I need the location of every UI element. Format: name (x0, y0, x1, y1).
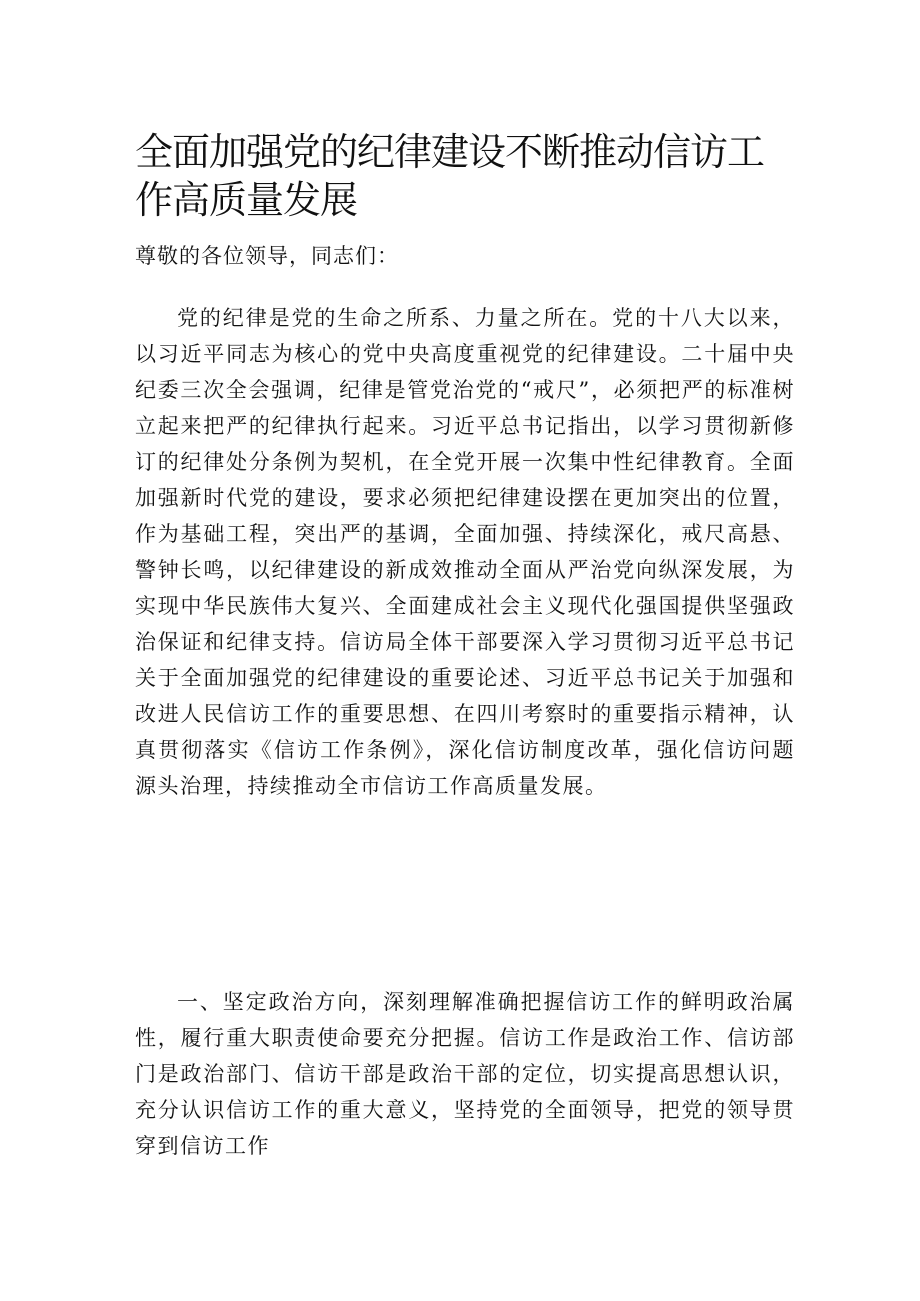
body-paragraph-1: 党的纪律是党的生命之所系、力量之所在。党的十八大以来，以习近平同志为核心的党中央高度重视党的纪律建设。二十届中央纪委三次全会强调，纪律是管党治党的“戒尺”，必须把严的标准树立起来把严的纪律执行起来。习近平总书记指出，以学习贯彻新修订的纪律处分条例为契机，在全党开展一次集中性纪律教育。全面加强新时代党的建设，要求必须把纪律建设摆在更加突出的位置，作为基础工程，突出严的基调，全面加强、持续深化，戒尺高悬、警钟长鸣，以纪律建设的新成效推动全面从严治党向纵深发展，为实现中华民族伟大复兴、全面建成社会主义现代化强国提供坚强政治保证和纪律支持。信访局全体干部要深入学习贯彻习近平总书记关于全面加强党的纪律建设的重要论述、习近平总书记关于加强和改进人民信访工作的重要思想、在四川考察时的重要指示精神，认真贯彻落实《信访工作条例》，深化信访制度改革，强化信访问题源头治理，持续推动全市信访工作高质量发展。 (135, 306, 795, 798)
document-title: 全面加强党的纪律建设不断推动信访工作高质量发展 (135, 130, 765, 222)
salutation: 尊敬的各位领导，同志们： (135, 244, 399, 268)
body-paragraph-2: 一、坚定政治方向，深刻理解准确把握信访工作的鲜明政治属性，履行重大职责使命要充分把握。信访工作是政治工作、信访部门是政治部门、信访干部是政治干部的定位，切实提高思想认识，充分认识信访工作的重大意义，坚持党的全面领导，把党的领导贯穿到信访工作 (135, 990, 795, 1158)
